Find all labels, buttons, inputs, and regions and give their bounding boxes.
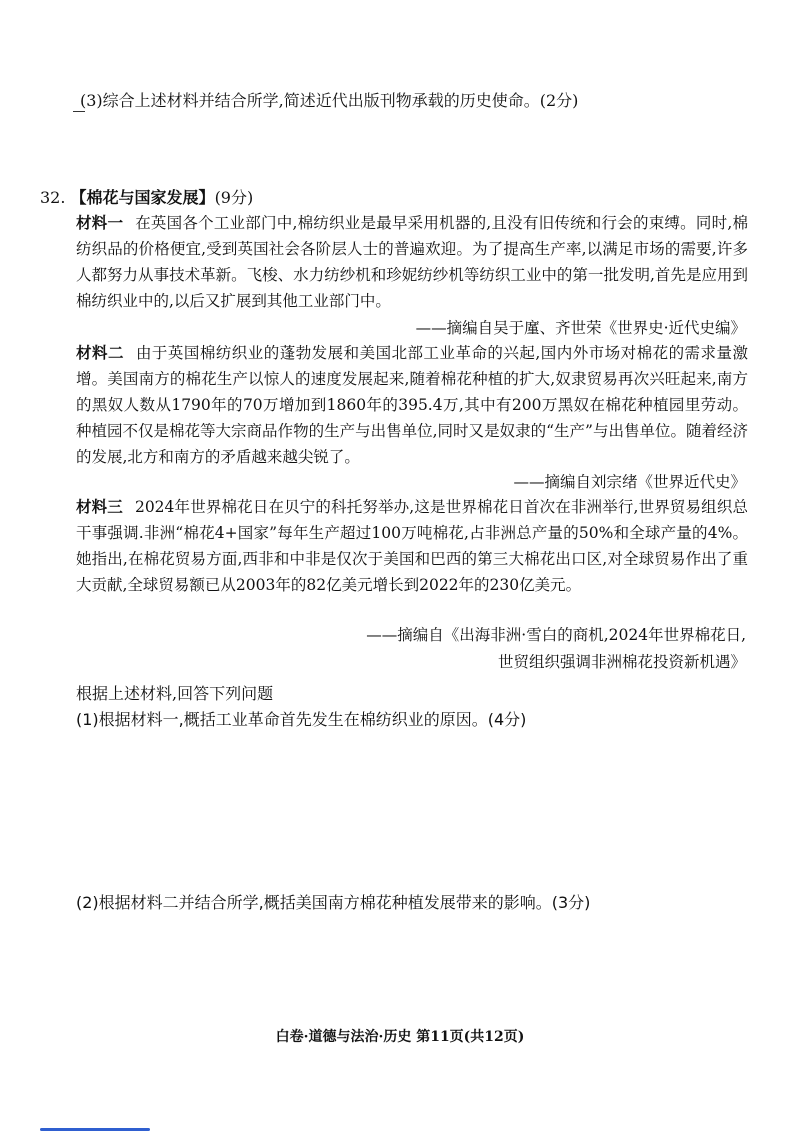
material-text: 2024年世界棉花日在贝宁的科托努举办,这是世界棉花日首次在非洲举行,世界贸易组织总干事强调.非洲“棉花4+国家”每年生产超过100万吨棉花,占非洲总产量的50%和全球产量的4%。她指出,在棉花贸易方面,西非和中非是仅次于美国和巴西的第三大棉花出口区,对全球贸易作出了重大贡献,全球贸易额已从2003年的82亿美元增长到2022年的230亿美元。 (76, 498, 748, 594)
material-text: 在英国各个工业部门中,棉纺织业是最早采用机器的,且没有旧传统和行会的束缚。同时,棉纺织品的价格便宜,受到英国社会各阶层人士的普遍欢迎。为了提高生产率,以满足市场的需要,许多人都努力从事技术革新。飞梭、水力纺纱机和珍妮纺纱机等纺织工业中的第一批发明,首先是应用到棉纺织业中的,以后又扩展到其他工业部门中。 (76, 214, 748, 310)
material-label: 材料二 (76, 343, 124, 362)
material-label: 材料一 (76, 213, 124, 232)
answer-line-mark (73, 111, 85, 112)
material-2-source: ——摘编自刘宗绪《世界近代史》 (513, 473, 746, 491)
material-label: 材料三 (76, 497, 123, 516)
material-1 (76, 210, 748, 314)
page-footer: 白卷·道德与法治·历史 第11页(共12页) (275, 1029, 525, 1045)
sub-question-1: (1)根据材料一,概括工业革命首先发生在棉纺织业的原因。(4分) (76, 710, 527, 729)
sub-question-2: (2)根据材料二并结合所学,概括美国南方棉花种植发展带来的影响。(3分) (76, 893, 591, 912)
question-points: (9分) (214, 188, 254, 207)
question-number: 32. (40, 188, 66, 207)
material-1-source: ——摘编自吴于廑、齐世荣《世界史·近代史编》 (415, 319, 746, 337)
material-text: 由于英国棉纺织业的蓬勃发展和美国北部工业革命的兴起,国内外市场对棉花的需求量激增。美国南方的棉花生产以惊人的速度发展起来,随着棉花种植的扩大,奴隶贸易再次兴旺起来,南方的黑奴人数从1790年的70万增加到1860年的395.4万,其中有200万黑奴在棉花种植园里劳动。种植园不仅是棉花等大宗商品作物的生产与出售单位,同时又是奴隶的“生产”与出售单位。随着经济的发展,北方和南方的矛盾越来越尖锐了。 (76, 344, 748, 466)
material-3 (76, 494, 748, 598)
question-32-heading (40, 185, 253, 208)
material-2 (76, 340, 748, 470)
instruction: 根据上述材料,回答下列问题 (76, 684, 274, 703)
material-3-source-line-1: ——摘编自《出海非洲·雪白的商机,2024年世界棉花日, (366, 626, 746, 644)
material-3-source-line-2: 世贸组织强调非洲棉花投资新机遇》 (497, 653, 746, 671)
question-31-part-3: (3)综合上述材料并结合所学,简述近代出版刊物承载的历史使命。(2分) (80, 91, 579, 110)
question-title: 【棉花与国家发展】 (70, 188, 215, 207)
scan-edge-mark (40, 1128, 150, 1131)
